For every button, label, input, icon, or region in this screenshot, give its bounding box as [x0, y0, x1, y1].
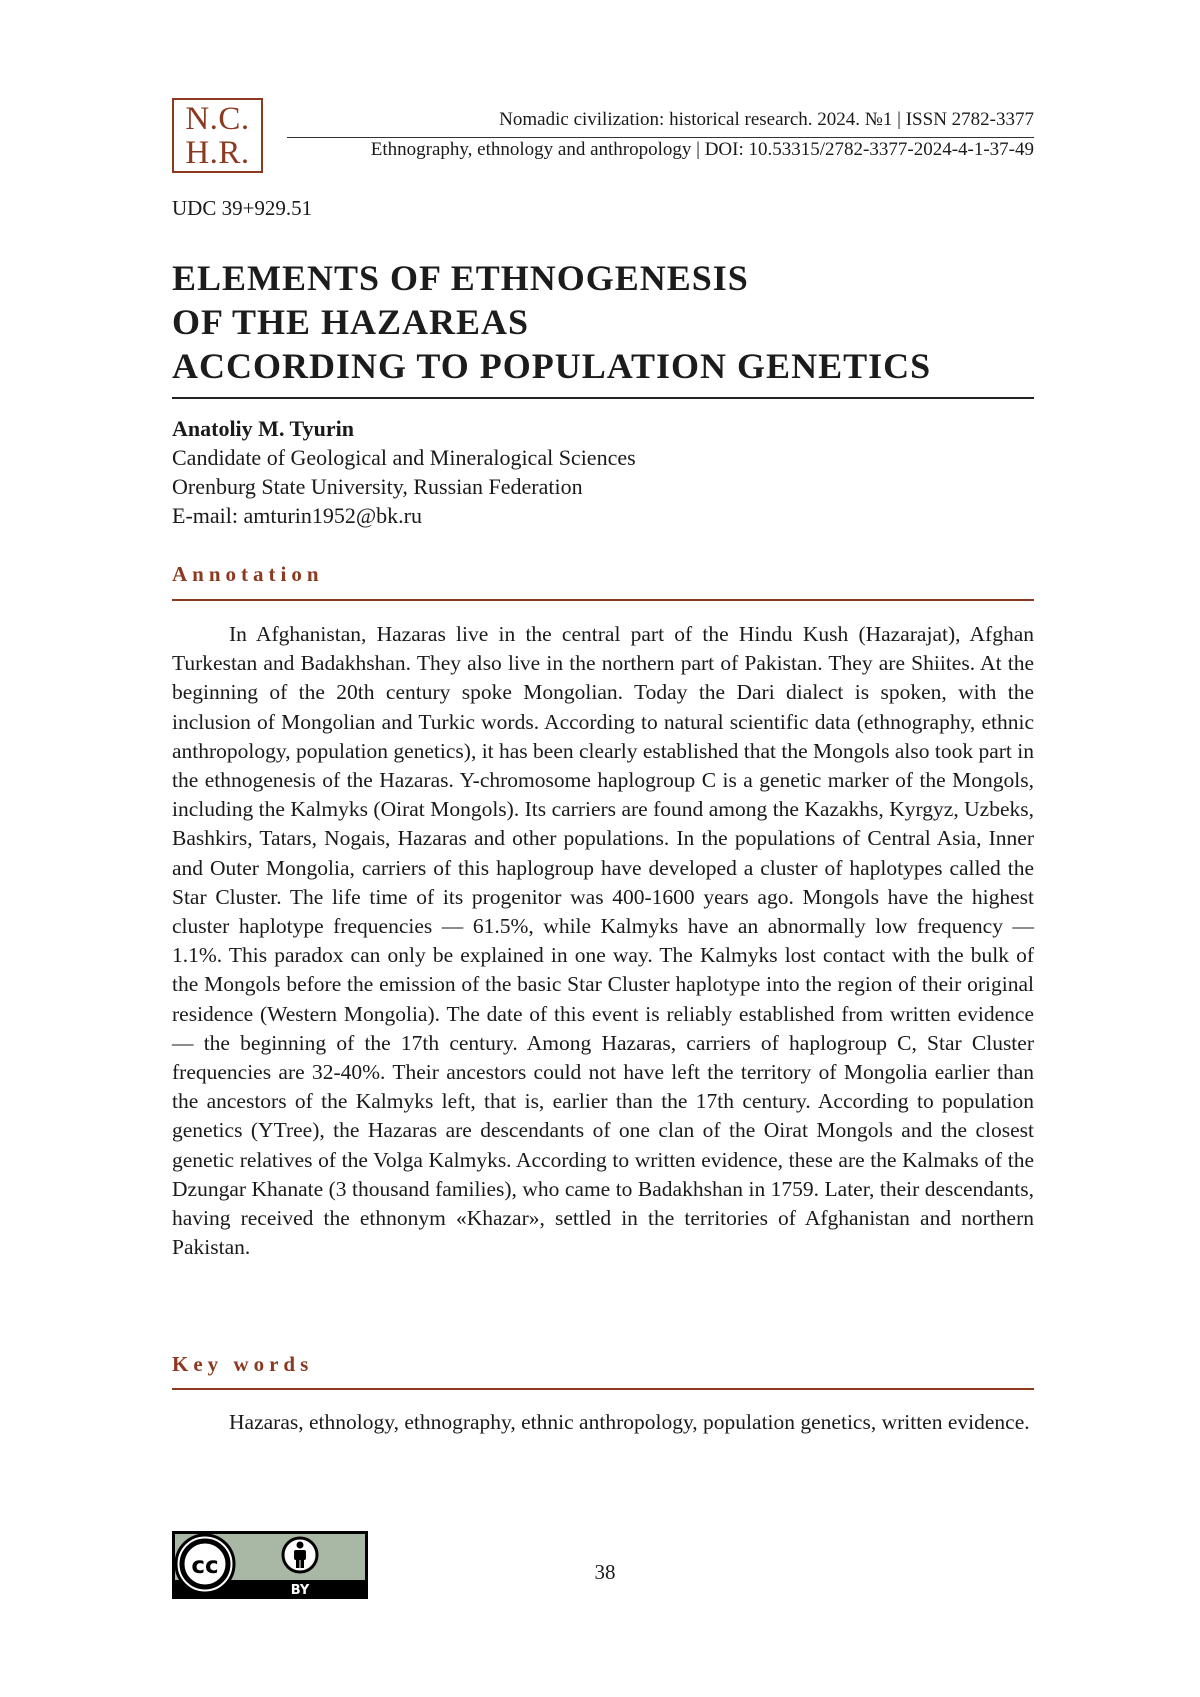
keywords-heading: Key words	[172, 1352, 314, 1376]
logo-line-2: H.R.	[185, 135, 250, 171]
article-title	[172, 256, 1036, 388]
udc-code: UDC 39+929.51	[172, 196, 313, 220]
journal-logo	[172, 98, 263, 173]
author-email: E-mail: amturin1952@bk.ru	[172, 503, 422, 528]
keywords-divider	[172, 1388, 1034, 1390]
section-doi-info: Ethnography, ethnology and anthropology | DOI: 10.53315/2782-3377-2024-4-1-37-49	[370, 139, 1034, 160]
annotation-heading: Annotation	[172, 562, 324, 586]
license-label: BY	[290, 1583, 310, 1598]
header-divider	[287, 137, 1034, 138]
annotation-text: In Afghanistan, Hazaras live in the central part of the Hindu Kush (Hazarajat), Afghan Turkestan and Badakhshan. They also live in the northern part of Pakistan. They are Shiites. At the beginning of the 20th century spoke Mongolian. Today the Dari dialect is spoken, with the inclusion of Mongolian and Turkic words. According to natural scientific data (ethnography, ethnic anthropology, population genetics), it has been clearly established that the Mongols also took part in the ethnogenesis of the Hazaras. Y-chromosome haplogroup C is a genetic marker of the Mongols, including the Kalmyks (Oirat Mongols). Its carriers are found among the Kazakhs, Kyrgyz, Uzbeks, Bashkirs, Tatars, Nogais, Hazaras and other populations. In the populations of Central Asia, Inner and Outer Mongolia, carriers of this haplogroup have developed a cluster of haplotypes called the Star Cluster. The life time of its progenitor was 400-1600 years ago. Mongols have the highest cluster haplotype frequencies — 61.5%, while Kalmyks have an abnormally low frequency — 1.1%. This paradox can only be explained in one way. The Kalmyks lost contact with the bulk of the Mongols before the emission of the basic Star Cluster haplotype into the region of their original residence (Western Mongolia). The date of this event is reliably established from written evidence — the beginning of the 17th century. Among Hazaras, carriers of haplogroup C, Star Cluster frequencies are 32-40%. Their ancestors could not have left the territory of Mongolia earlier than the ancestors of the Kalmyks left, that is, earlier than the 17th century. According to population genetics (YTree), the Hazaras are descendants of one clan of the Oirat Mongols and the closest genetic relatives of the Volga Kalmyks. According to written evidence, these are the Kalmaks of the Dzungar Khanate (3 thousand families), who came to Badakhshan in 1759. Later, their descendants, having received the ethnonym «Khazar», settled in the territories of Afghanistan and northern Pakistan.	[172, 622, 1034, 1260]
journal-info: Nomadic civilization: historical research. 2024. №1 | ISSN 2782-3377	[499, 109, 1034, 130]
cc-by-badge-graphic	[172, 1531, 368, 1599]
title-line: ELEMENTS OF ETHNOGENESIS	[172, 258, 749, 298]
keywords-text: Hazaras, ethnology, ethnography, ethnic anthropology, population genetics, written evidence.	[229, 1410, 1030, 1434]
title-divider	[172, 397, 1034, 399]
cc-icon	[176, 1535, 234, 1593]
attribution-icon	[283, 1538, 317, 1572]
cc-by-license-badge	[172, 1531, 368, 1599]
annotation-divider	[172, 599, 1034, 601]
author-affiliation: Orenburg State University, Russian Federation	[172, 474, 583, 499]
page-number: 38	[594, 1560, 616, 1584]
author-degree: Candidate of Geological and Mineralogical Sciences	[172, 445, 636, 470]
logo-line-1: N.C.	[185, 101, 250, 137]
author-block	[172, 414, 636, 530]
title-line: OF THE HAZAREAS	[172, 302, 530, 342]
svg-text:cc: cc	[191, 1553, 219, 1579]
author-name: Anatoliy M. Tyurin	[172, 416, 354, 441]
title-line: ACCORDING TO POPULATION GENETICS	[172, 346, 932, 386]
